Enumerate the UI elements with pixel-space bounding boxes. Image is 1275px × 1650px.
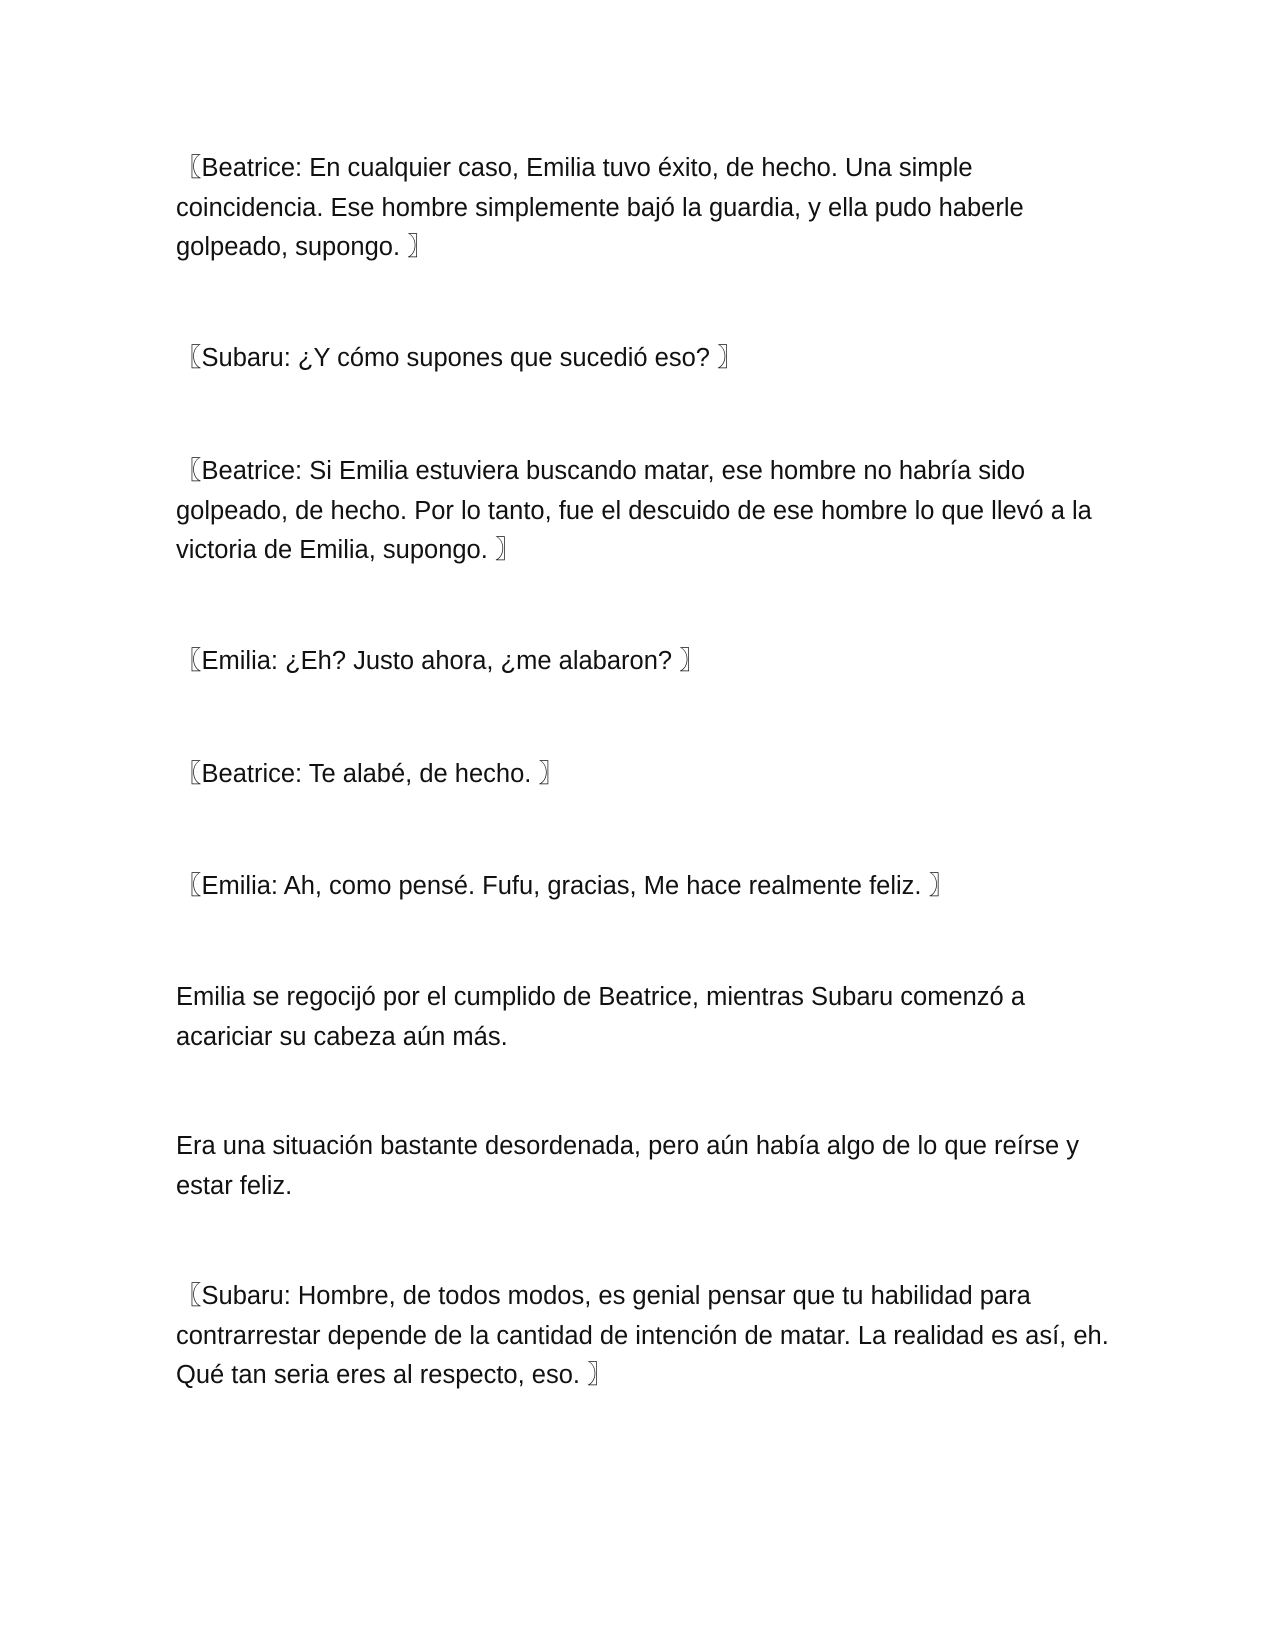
dialogue-emilia-2: 〖Emilia: Ah, como pensé. Fufu, gracias, Me hace realmente feliz. 〗	[176, 872, 955, 900]
dialogue-subaru-2: 〖Subaru: Hombre, de todos modos, es genial pensar que tu habilidad para contrarrestar depende de la cantidad de intención de matar. La realidad es así, eh. Qué tan seria eres al respecto, eso. 〗	[176, 1282, 1109, 1389]
dialogue-beatrice-3: 〖Beatrice: Te alabé, de hecho. 〗	[176, 760, 564, 788]
dialogue-beatrice-1: 〖Beatrice: En cualquier caso, Emilia tuvo éxito, de hecho. Una simple coincidencia. Ese hombre simplemente bajó la guardia, y ella pudo haberle golpeado, supongo. 〗	[176, 154, 1024, 261]
narration-paragraph-1: Emilia se regocijó por el cumplido de Beatrice, mientras Subaru comenzó a acariciar su cabeza aún más.	[176, 983, 1025, 1051]
narration-paragraph-2: Era una situación bastante desordenada, pero aún había algo de lo que reírse y estar feliz.	[176, 1132, 1080, 1200]
dialogue-emilia-1: 〖Emilia: ¿Eh? Justo ahora, ¿me alabaron? 〗	[176, 647, 705, 675]
dialogue-subaru-1: 〖Subaru: ¿Y cómo supones que sucedió eso? 〗	[176, 344, 743, 372]
dialogue-beatrice-2: 〖Beatrice: Si Emilia estuviera buscando matar, ese hombre no habría sido golpeado, de hecho. Por lo tanto, fue el descuido de ese hombre lo que llevó a la victoria de Emilia, supongo. 〗	[176, 457, 1092, 564]
